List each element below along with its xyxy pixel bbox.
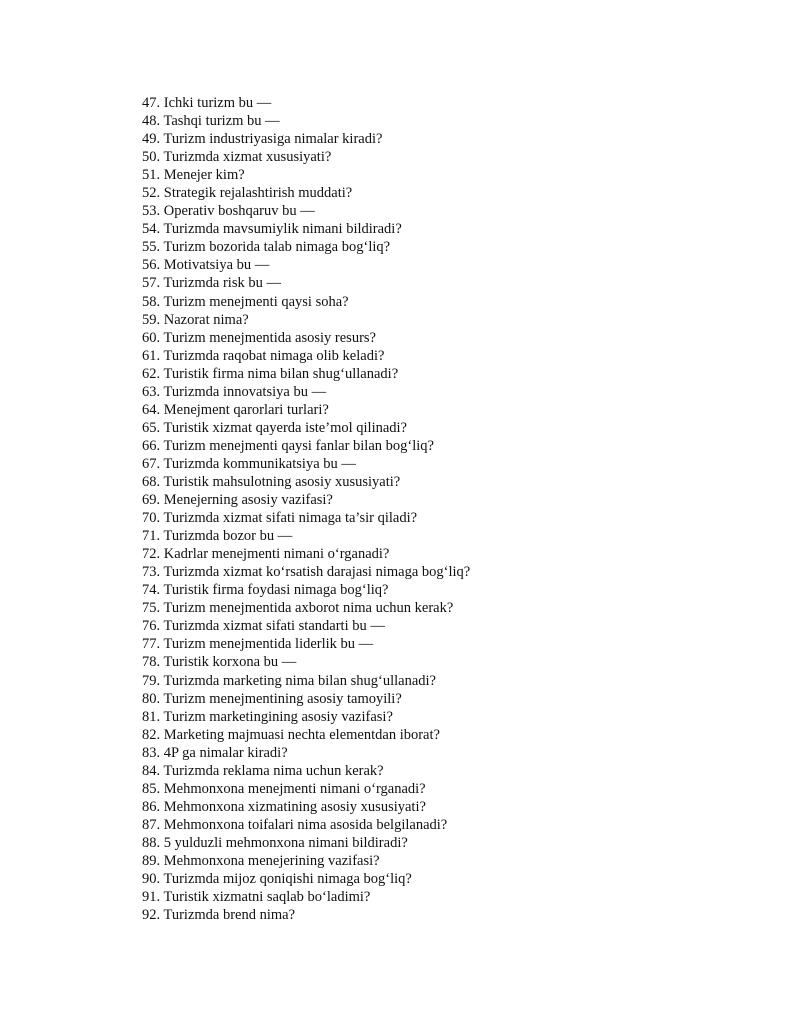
question-list bbox=[142, 94, 470, 924]
question-item: 68. Turistik mahsulotning asosiy xususiyati? bbox=[142, 473, 401, 490]
question-item: 80. Turizm menejmentining asosiy tamoyili? bbox=[142, 690, 402, 707]
question-item: 51. Menejer kim? bbox=[142, 167, 245, 184]
question-item: 76. Turizmda xizmat sifati standarti bu — bbox=[142, 618, 385, 635]
question-item: 78. Turistik korxona bu — bbox=[142, 654, 297, 671]
question-item: 49. Turizm industriyasiga nimalar kiradi? bbox=[142, 131, 383, 148]
question-item: 48. Tashqi turizm bu — bbox=[142, 113, 280, 130]
question-item: 52. Strategik rejalashtirish muddati? bbox=[142, 185, 353, 202]
question-item: 59. Nazorat nima? bbox=[142, 311, 249, 328]
question-item: 89. Mehmonxona menejerining vazifasi? bbox=[142, 852, 380, 869]
question-item: 62. Turistik firma nima bilan shug‘ullanadi? bbox=[142, 365, 399, 382]
question-item: 54. Turizmda mavsumiylik nimani bildiradi? bbox=[142, 221, 402, 238]
question-item: 53. Operativ boshqaruv bu — bbox=[142, 203, 315, 220]
question-item: 66. Turizm menejmenti qaysi fanlar bilan bog‘liq? bbox=[142, 437, 434, 454]
question-item: 64. Menejment qarorlari turlari? bbox=[142, 401, 329, 418]
question-item: 87. Mehmonxona toifalari nima asosida belgilanadi? bbox=[142, 816, 448, 833]
question-item: 65. Turistik xizmat qayerda iste’mol qilinadi? bbox=[142, 419, 407, 436]
question-item: 70. Turizmda xizmat sifati nimaga ta’sir qiladi? bbox=[142, 510, 418, 527]
question-item: 61. Turizmda raqobat nimaga olib keladi? bbox=[142, 347, 385, 364]
question-item: 83. 4P ga nimalar kiradi? bbox=[142, 744, 288, 761]
question-item: 69. Menejerning asosiy vazifasi? bbox=[142, 492, 333, 509]
question-item: 88. 5 yulduzli mehmonxona nimani bildiradi? bbox=[142, 834, 408, 851]
question-item: 60. Turizm menejmentida asosiy resurs? bbox=[142, 329, 376, 346]
question-item: 85. Mehmonxona menejmenti nimani o‘rganadi? bbox=[142, 780, 426, 797]
question-item: 90. Turizmda mijoz qoniqishi nimaga bog‘liq? bbox=[142, 871, 412, 888]
question-item: 84. Turizmda reklama nima uchun kerak? bbox=[142, 762, 384, 779]
question-item: 71. Turizmda bozor bu — bbox=[142, 528, 293, 545]
question-item: 63. Turizmda innovatsiya bu — bbox=[142, 383, 327, 400]
question-item: 67. Turizmda kommunikatsiya bu — bbox=[142, 455, 356, 472]
question-item: 72. Kadrlar menejmenti nimani o‘rganadi? bbox=[142, 546, 390, 563]
question-item: 57. Turizmda risk bu — bbox=[142, 275, 281, 292]
question-item: 81. Turizm marketingining asosiy vazifasi? bbox=[142, 708, 393, 725]
question-item: 55. Turizm bozorida talab nimaga bog‘liq? bbox=[142, 239, 391, 256]
question-item: 91. Turistik xizmatni saqlab bo‘ladimi? bbox=[142, 889, 371, 906]
question-item: 50. Turizmda xizmat xususiyati? bbox=[142, 149, 332, 166]
question-item: 75. Turizm menejmentida axborot nima uchun kerak? bbox=[142, 600, 454, 617]
question-item: 86. Mehmonxona xizmatining asosiy xususiyati? bbox=[142, 798, 426, 815]
question-item: 73. Turizmda xizmat ko‘rsatish darajasi nimaga bog‘liq? bbox=[142, 564, 471, 581]
question-item: 82. Marketing majmuasi nechta elementdan iborat? bbox=[142, 726, 440, 743]
question-item: 92. Turizmda brend nima? bbox=[142, 907, 296, 924]
question-item: 74. Turistik firma foydasi nimaga bog‘liq? bbox=[142, 582, 389, 599]
question-item: 47. Ichki turizm bu — bbox=[142, 95, 272, 111]
question-item: 79. Turizmda marketing nima bilan shug‘ullanadi? bbox=[142, 672, 436, 689]
question-item: 56. Motivatsiya bu — bbox=[142, 257, 270, 274]
question-item: 77. Turizm menejmentida liderlik bu — bbox=[142, 636, 374, 653]
question-item: 58. Turizm menejmenti qaysi soha? bbox=[142, 293, 349, 310]
